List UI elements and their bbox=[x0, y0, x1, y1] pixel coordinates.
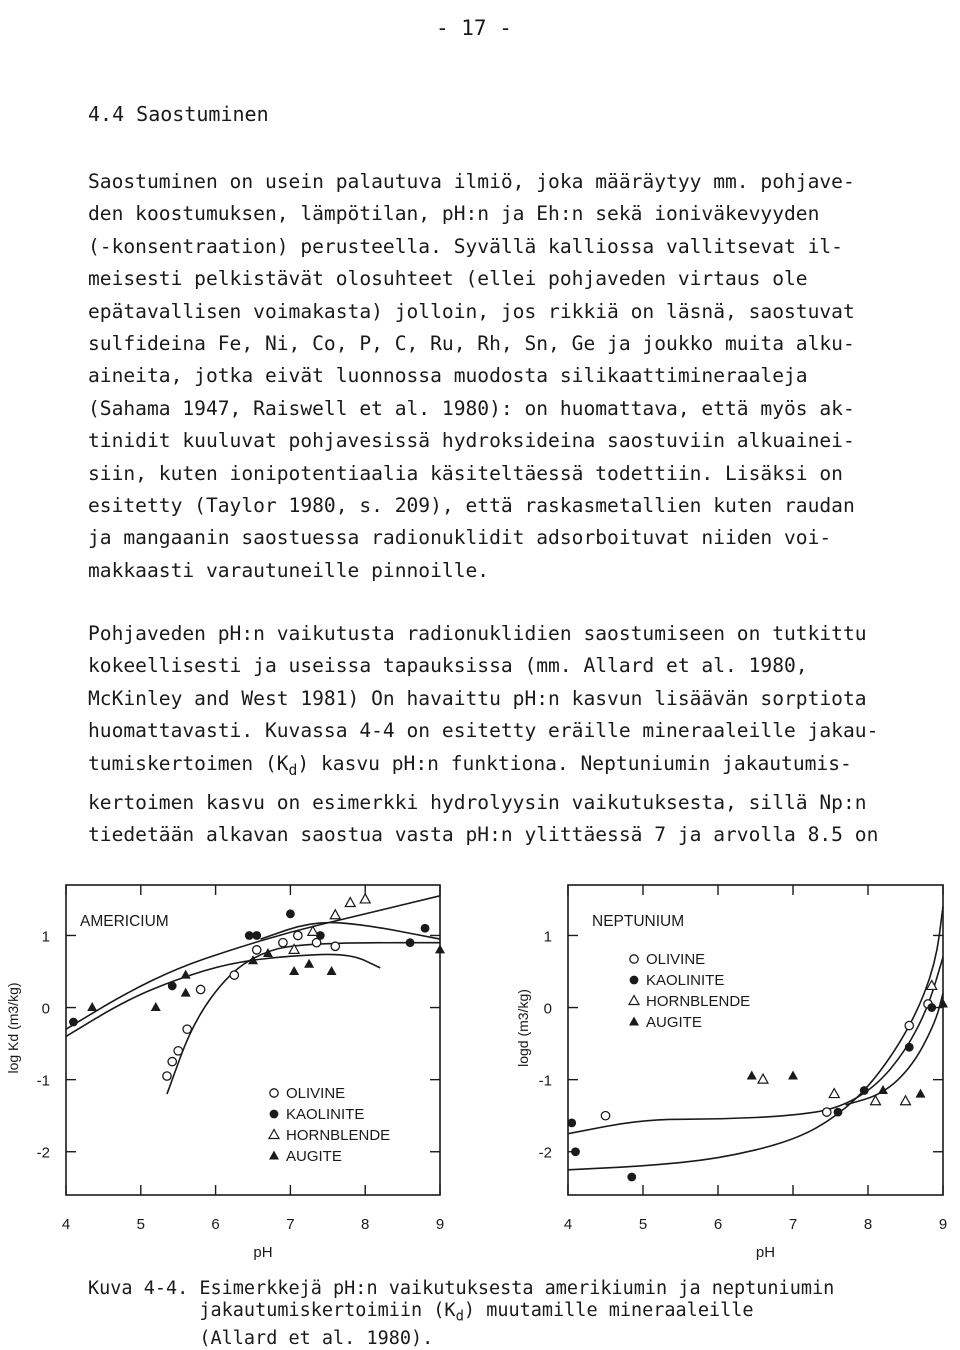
panel-1-kaolinite-point bbox=[168, 982, 177, 991]
panel-2-x-axis-label: pH bbox=[755, 1244, 776, 1261]
panel-1-fit-curve bbox=[66, 954, 380, 1036]
panel-1-legend-marker bbox=[270, 1089, 278, 1097]
panel-1-olivine-point bbox=[294, 931, 302, 939]
panel-1-olivine-point bbox=[183, 1025, 191, 1033]
panel-1-x-tick-label: 6 bbox=[211, 1216, 220, 1233]
text-line: sulfideina Fe, Ni, Co, P, C, Ru, Rh, Sn, Ge ja joukko muita alku- bbox=[88, 332, 855, 356]
panel-1-y-tick-label: -2 bbox=[36, 1144, 50, 1162]
panel-2-kaolinite-point bbox=[571, 1147, 580, 1156]
caption-line-3: (Allard et al. 1980). bbox=[88, 1327, 434, 1349]
panel-2-hornblende-point bbox=[901, 1096, 911, 1105]
panel-2-kaolinite-point bbox=[927, 1003, 936, 1012]
text-line: epätavallisen voimakasta) jolloin, jos rikkiä on läsnä, saostuvat bbox=[88, 299, 855, 323]
panel-2-x-tick-label: 4 bbox=[563, 1216, 573, 1233]
text-line: makkaasti varautuneille pinnoille. bbox=[88, 558, 490, 582]
panel-1-hornblende-point bbox=[345, 898, 355, 907]
panel-1-kaolinite-point bbox=[252, 931, 261, 940]
text-line: siin, kuten ionipotentiaalia käsiteltäessä todettiin. Lisäksi on bbox=[88, 461, 843, 485]
text-line: kertoimen kasvu on esimerkki hydrolyysin vaikutuksesta, sillä Np:n bbox=[88, 790, 867, 814]
caption-line-1: Kuva 4-4. Esimerkkejä pH:n vaikutuksesta amerikiumin ja neptuniumin bbox=[88, 1278, 835, 1299]
panel-1-augite-point bbox=[327, 966, 337, 975]
text-line: den koostumuksen, lämpötilan, pH:n ja Eh:n sekä ioniväkevyyden bbox=[88, 202, 820, 226]
text-line: (-konsentraation) perusteella. Syvällä kalliossa vallitsevat il- bbox=[88, 234, 843, 258]
panel-1-olivine-point bbox=[253, 946, 261, 954]
figure-caption bbox=[88, 1278, 834, 1350]
panel-1-augite-point bbox=[181, 988, 191, 997]
panel-2-legend-label: KAOLINITE bbox=[646, 972, 725, 989]
panel-1-x-tick-label: 8 bbox=[361, 1216, 370, 1233]
figure-svg bbox=[0, 882, 960, 1262]
panel-1-kaolinite-point bbox=[69, 1018, 78, 1027]
panel-1-olivine-point bbox=[168, 1057, 176, 1065]
panel-2-olivine-point bbox=[905, 1021, 913, 1029]
panel-2-legend-marker bbox=[630, 955, 638, 963]
panel-2-x-tick-label: 6 bbox=[713, 1216, 723, 1233]
panel-1-x-tick-label: 9 bbox=[435, 1216, 445, 1233]
panel-1-x-tick-label: 4 bbox=[61, 1216, 71, 1233]
panel-1-y-tick-label: -1 bbox=[36, 1072, 50, 1090]
figure-4-4 bbox=[0, 882, 960, 1262]
panel-2-augite-point bbox=[747, 1071, 757, 1080]
panel-1-hornblende-point bbox=[360, 894, 370, 903]
panel-2-y-axis-label: logd (m3/kg) bbox=[515, 989, 531, 1067]
panel-2-x-tick-label: 8 bbox=[863, 1216, 873, 1233]
panel-1-olivine-point bbox=[331, 942, 339, 950]
panel-1-kaolinite-point bbox=[421, 924, 430, 933]
panel-2-y-tick-label: 1 bbox=[543, 928, 552, 946]
text-line: (Sahama 1947, Raiswell et al. 1980): on huomattava, että myös ak- bbox=[88, 396, 855, 420]
panel-2-legend-marker bbox=[630, 976, 639, 985]
panel-1-hornblende-point bbox=[330, 910, 340, 919]
panel-1-legend-label: AUGITE bbox=[286, 1148, 342, 1165]
text-fragment: tumiskertoimen (K bbox=[88, 751, 289, 775]
panel-1-legend-label: KAOLINITE bbox=[286, 1106, 365, 1123]
panel-2-augite-point bbox=[916, 1089, 926, 1098]
panel-2-y-tick-label: -2 bbox=[538, 1144, 552, 1162]
panel-1-x-axis-label: pH bbox=[253, 1244, 273, 1261]
panel-1-legend-marker bbox=[270, 1110, 279, 1119]
panel-2-legend-marker bbox=[629, 996, 639, 1005]
text-line: Pohjaveden pH:n vaikutusta radionuklidien saostumiseen on tutkittu bbox=[88, 622, 867, 645]
panel-2-kaolinite-point bbox=[627, 1173, 636, 1182]
panel-1-y-tick-label: 1 bbox=[41, 928, 50, 946]
panel-2-olivine-point bbox=[601, 1111, 609, 1119]
caption-line-2 bbox=[88, 1300, 834, 1328]
caption-subscript-d: d bbox=[455, 1308, 464, 1325]
text-line: esitetty (Taylor 1980, s. 209), että raskasmetallien kuten raudan bbox=[88, 494, 855, 518]
panel-1-kaolinite-point bbox=[286, 909, 295, 918]
text-line: meisesti pelkistävät olosuhteet (ellei pohjaveden virtaus ole bbox=[88, 267, 808, 291]
panel-1-augite-point bbox=[289, 966, 299, 975]
panel-2-x-tick-label: 9 bbox=[938, 1216, 948, 1233]
panel-1-frame bbox=[66, 885, 440, 1195]
panel-1-legend-label: OLIVINE bbox=[286, 1085, 346, 1102]
panel-2-legend-label: HORNBLENDE bbox=[646, 993, 751, 1010]
panel-1-y-axis-label: log Kd (m3/kg) bbox=[5, 982, 21, 1074]
panel-1-olivine-point bbox=[279, 938, 287, 946]
panel-1-augite-point bbox=[151, 1002, 161, 1011]
page-number: - 17 - bbox=[436, 16, 512, 40]
panel-1-kaolinite-point bbox=[406, 938, 415, 947]
panel-1-augite-point bbox=[435, 944, 445, 953]
panel-2-legend-label: OLIVINE bbox=[646, 951, 706, 968]
panel-2-y-tick-label: 0 bbox=[543, 1000, 552, 1018]
panel-2-chart-title: NEPTUNIUM bbox=[592, 913, 685, 930]
panel-1-olivine-point bbox=[196, 985, 204, 993]
panel-1-legend-label: HORNBLENDE bbox=[286, 1127, 391, 1144]
text-line: tiedetään alkavan saostua vasta pH:n ylittäessä 7 ja arvolla 8.5 on bbox=[88, 823, 879, 847]
panel-1-augite-point bbox=[181, 970, 191, 979]
panel-1-olivine-point bbox=[174, 1047, 182, 1055]
panel-2-kaolinite-point bbox=[905, 1043, 914, 1052]
panel-2-fit-curve bbox=[568, 957, 943, 1134]
panel-2-y-tick-label: -1 bbox=[538, 1072, 552, 1090]
caption-fragment: jakautumiskertoimiin (K bbox=[88, 1300, 456, 1321]
text-line bbox=[88, 748, 928, 787]
panel-2-augite-point bbox=[938, 998, 948, 1007]
text-line: Saostuminen on usein palautuva ilmiö, joka määräytyy mm. pohjave- bbox=[88, 170, 855, 193]
paragraph-1 bbox=[88, 166, 928, 587]
panel-1-augite-point bbox=[304, 959, 314, 968]
panel-2-hornblende-point bbox=[758, 1074, 768, 1083]
panel-1-x-tick-label: 7 bbox=[286, 1216, 295, 1233]
panel-2-kaolinite-point bbox=[860, 1086, 869, 1095]
panel-2-legend-marker bbox=[629, 1017, 639, 1026]
panel-2-kaolinite-point bbox=[567, 1119, 576, 1128]
text-line: aineita, jotka eivät luonnossa muodosta silikaattimineraaleja bbox=[88, 364, 808, 388]
text-line: ja mangaanin saostuessa radionuklidit adsorboituvat niiden voi- bbox=[88, 526, 832, 550]
panel-2-x-tick-label: 5 bbox=[638, 1216, 648, 1233]
panel-1-legend-marker bbox=[269, 1151, 279, 1160]
panel-1-fit-curve bbox=[167, 943, 440, 1094]
text-fragment: ) kasvu pH:n funktiona. Neptuniumin jakautumis- bbox=[297, 751, 852, 775]
panel-1-x-tick-label: 5 bbox=[136, 1216, 145, 1233]
panel-2-frame bbox=[568, 885, 943, 1195]
panel-1-olivine-point bbox=[230, 971, 238, 979]
text-line: kokeellisesti ja useissa tapauksissa (mm. Allard et al. 1980, bbox=[88, 654, 808, 678]
paragraph-2 bbox=[88, 618, 928, 852]
section-heading: 4.4 Saostuminen bbox=[88, 102, 269, 126]
subscript-d: d bbox=[288, 761, 298, 779]
panel-2-legend-label: AUGITE bbox=[646, 1014, 702, 1031]
panel-2-augite-point bbox=[788, 1071, 798, 1080]
text-line: tinidit kuuluvat pohjavesissä hydroksideina saostuviin alkuainei- bbox=[88, 429, 855, 453]
panel-2-olivine-point bbox=[823, 1108, 831, 1116]
panel-1-augite-point bbox=[87, 1002, 97, 1011]
panel-2-fit-curve bbox=[568, 907, 943, 1170]
panel-2-kaolinite-point bbox=[834, 1108, 843, 1117]
panel-2-hornblende-point bbox=[829, 1089, 839, 1098]
panel-1-chart-title: AMERICIUM bbox=[80, 913, 169, 930]
text-line: huomattavasti. Kuvassa 4-4 on esitetty eräille mineraaleille jakau- bbox=[88, 719, 879, 743]
panel-1-fit-curve bbox=[260, 923, 440, 940]
panel-1-y-tick-label: 0 bbox=[41, 1000, 50, 1018]
panel-2-x-tick-label: 7 bbox=[788, 1216, 798, 1233]
text-line: McKinley and West 1981) On havaittu pH:n kasvun lisäävän sorptiota bbox=[88, 686, 867, 710]
caption-fragment: ) muutamille mineraaleille bbox=[463, 1300, 754, 1321]
panel-1-olivine-point bbox=[163, 1072, 171, 1080]
panel-1-legend-marker bbox=[269, 1130, 279, 1139]
